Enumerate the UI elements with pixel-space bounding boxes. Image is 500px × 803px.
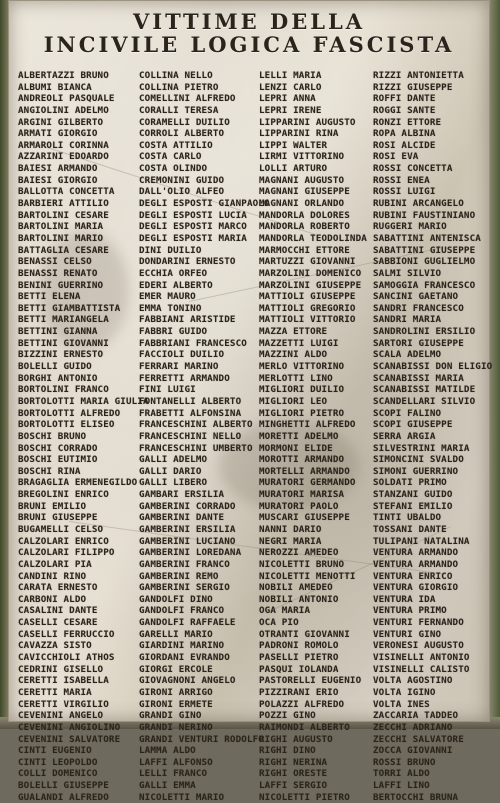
victim-name: CARATA ERNESTO bbox=[18, 582, 98, 594]
marble-plaque bbox=[8, 0, 493, 803]
victim-name: ANGIOLINI ADELMO bbox=[18, 104, 109, 116]
victim-name: ZOCCA GIOVANNI bbox=[373, 745, 453, 757]
victim-name: SANDRI FRANCESCO bbox=[373, 302, 464, 314]
victim-name: SCANABISSI MARIA bbox=[373, 372, 464, 384]
victim-name: GIORDANI EVRANDO bbox=[139, 652, 230, 664]
victim-name: PASQUI IOLANDA bbox=[259, 663, 339, 675]
victim-name: NICOLETTI BRUNO bbox=[259, 558, 345, 570]
victim-name: MAZZA ETTORE bbox=[259, 326, 328, 338]
victim-name: VENTURA IDA bbox=[373, 593, 436, 605]
victim-name: VOLTA AGOSTINO bbox=[373, 675, 453, 687]
victim-name: ROSSI LUIGI bbox=[373, 186, 436, 198]
victim-name: FABBRI GUIDO bbox=[139, 326, 208, 338]
victim-name: NOBILI AMEDEO bbox=[259, 582, 333, 594]
victim-name: CEVENINI ANGELO bbox=[18, 710, 104, 722]
victim-name: CERETTI VIRGILIO bbox=[18, 698, 109, 710]
victim-name: VENTURA PRIMO bbox=[373, 605, 447, 617]
victim-name: ZECCHI ADRIANO bbox=[373, 721, 453, 733]
victim-name: BRUNI GIUSEPPE bbox=[18, 512, 98, 524]
victim-name: BORTOLOTTI ELISEO bbox=[18, 419, 115, 431]
victim-name: BORTOLOTTI MARIA GIULIA bbox=[18, 395, 149, 407]
victim-name: CEVENINI SALVATORE bbox=[18, 733, 121, 745]
victim-name: RIZZI ANTONIETTA bbox=[373, 70, 464, 81]
victim-name: SANCINI GAETANO bbox=[373, 291, 459, 303]
names-column-3 bbox=[259, 70, 383, 803]
victim-name: MATTIOLI GREGORIO bbox=[259, 302, 356, 314]
victim-name: BOSCHI BRUNO bbox=[18, 430, 87, 442]
victim-name: GIOVAGNONI ANGELO bbox=[139, 675, 236, 687]
victim-name: DALL'OLIO ALFEO bbox=[139, 186, 225, 198]
victim-name: CORROLI ALBERTO bbox=[139, 128, 225, 140]
victim-name: BOSCHI CORRADO bbox=[18, 442, 98, 454]
victim-name: RIGHI AUGUSTO bbox=[259, 733, 333, 745]
victim-name: BETTI MARIANGELA bbox=[18, 314, 109, 326]
victim-name: GANDOLFI FRANCO bbox=[139, 605, 225, 617]
victim-name: FRANCESCHINI UMBERTO bbox=[139, 442, 253, 454]
victim-name: FACCIOLI DUILIO bbox=[139, 349, 225, 361]
victim-name: FONTANELLI ALBERTO bbox=[139, 395, 242, 407]
victim-name: SANDRI MARIA bbox=[373, 314, 442, 326]
victim-name: GIRONI ERMETE bbox=[139, 698, 213, 710]
victim-name: BATTAGLIA CESARE bbox=[18, 244, 109, 256]
victim-name: COSTA CARLO bbox=[139, 151, 202, 163]
victim-name: MARTUZZI GIOVANNI bbox=[259, 256, 356, 268]
victim-name: LAFFI LINO bbox=[373, 780, 430, 792]
victim-name: BENINI GUERRINO bbox=[18, 279, 104, 291]
victim-name: COLLINA NELLO bbox=[139, 70, 213, 81]
victim-name: MAGNANI GIUSEPPE bbox=[259, 186, 350, 198]
victim-name: CAVICCHIOLI ATHOS bbox=[18, 652, 115, 664]
victim-name: RIGHI ORESTE bbox=[259, 768, 328, 780]
victim-name: ARGINI GILBERTO bbox=[18, 116, 104, 128]
victim-name: GALLI EMMA bbox=[139, 780, 196, 792]
victim-name: SAMOGGIA FRANCESCO bbox=[373, 279, 476, 291]
victim-name: MANDORLA ROBERTO bbox=[259, 221, 350, 233]
victim-name: MURATORI MARISA bbox=[259, 489, 345, 501]
victim-name: SCANDELLARI SILVIO bbox=[373, 395, 476, 407]
victim-name: GAMBERINI FRANCO bbox=[139, 558, 230, 570]
victim-name: STEFANI EMILIO bbox=[373, 500, 453, 512]
names-column-1 bbox=[18, 70, 149, 803]
victim-name: MATTIOLI GIUSEPPE bbox=[259, 291, 356, 303]
victim-name: SCANABISSI MATILDE bbox=[373, 384, 476, 396]
victim-name: BRAGAGLIA ERMENEGILDO bbox=[18, 477, 138, 489]
victim-name: CORALLI TERESA bbox=[139, 104, 219, 116]
victim-name: CAVAZZA SISTO bbox=[18, 640, 92, 652]
victim-name: LEPRI ANNA bbox=[259, 93, 316, 105]
victim-name: BOSCHI EUTIMIO bbox=[18, 454, 98, 466]
victim-name: BORTOLOTTI ALFREDO bbox=[18, 407, 121, 419]
victim-name: RIGHI NERINA bbox=[259, 756, 328, 768]
victim-name: MORMONI ELIDE bbox=[259, 442, 333, 454]
victim-name: GAMBERINI CORRADO bbox=[139, 500, 236, 512]
victim-name: ARMATI GIORGIO bbox=[18, 128, 98, 140]
victim-name: BARBIERI ATTILIO bbox=[18, 198, 109, 210]
victim-name: GUALANDI ALFREDO bbox=[18, 791, 109, 803]
victim-name: STANZANI GUIDO bbox=[373, 489, 453, 501]
victim-name: DEGLI ESPOSTI GIANPAOLO bbox=[139, 198, 270, 210]
victim-name: ROSSI BRUNO bbox=[373, 756, 436, 768]
victim-name: CINTI LEOPOLDO bbox=[18, 756, 98, 768]
victim-name: DEGLI ESPOSTI MARCO bbox=[139, 221, 247, 233]
victim-name: MAGNANI AUGUSTO bbox=[259, 174, 345, 186]
victim-name: ZECCHI SALVATORE bbox=[373, 733, 464, 745]
victim-name: BETTINI GIANNA bbox=[18, 326, 98, 338]
victim-name: BOLELLI GIUSEPPE bbox=[18, 780, 109, 792]
victim-name: LIPPARINI RINA bbox=[259, 128, 339, 140]
victim-name: SABATTINI ANTENISCA bbox=[373, 232, 481, 244]
victim-name: CEDRINI GISELLO bbox=[18, 663, 104, 675]
victim-name: NICOLETTI MARIO bbox=[139, 791, 225, 803]
victim-name: MAZZETTI LUIGI bbox=[259, 337, 339, 349]
victim-name: PADRONI ROMOLO bbox=[259, 640, 339, 652]
victim-name: DINI DUILIO bbox=[139, 244, 202, 256]
victim-name: CALZOLARI FILIPPO bbox=[18, 547, 115, 559]
victim-name: MURATORI PAOLO bbox=[259, 500, 339, 512]
victim-name: SILVESTRINI MARIA bbox=[373, 442, 470, 454]
victim-name: GAMBERINI LUCIANO bbox=[139, 535, 236, 547]
victim-name: BOSCHI RINA bbox=[18, 465, 81, 477]
victim-name: ANDREOLI PASQUALE bbox=[18, 93, 115, 105]
victim-name: SABBIONI GUGLIELMO bbox=[373, 256, 476, 268]
victim-name: SANDROLINI ERSILIO bbox=[373, 326, 476, 338]
victim-name: ROSI EVA bbox=[373, 151, 419, 163]
victim-name: GAMBERINI ERSILIA bbox=[139, 523, 236, 535]
victim-name: SERRA ARGIA bbox=[373, 430, 436, 442]
victim-name: BENASSI RENATO bbox=[18, 267, 98, 279]
victim-name: SOLDATI PRIMO bbox=[373, 477, 447, 489]
victim-name: MIGLIORI LEO bbox=[259, 395, 328, 407]
victim-name: RIZZI GIUSEPPE bbox=[373, 81, 453, 93]
victim-name: BIZZINI ERNESTO bbox=[18, 349, 104, 361]
victim-name: FRANCESCHINI ALBERTO bbox=[139, 419, 253, 431]
victim-name: GALLI ADELMO bbox=[139, 454, 208, 466]
names-column-4 bbox=[373, 70, 497, 803]
victim-name: CREMONINI GUIDO bbox=[139, 174, 225, 186]
victim-name: CASELLI CESARE bbox=[18, 617, 98, 629]
victim-name: GRANDI GINO bbox=[139, 710, 202, 722]
victim-name: LAFFI SERGIO bbox=[259, 780, 328, 792]
victim-name: MIGLIORI PIETRO bbox=[259, 407, 345, 419]
victim-name: MERLOTTI LINO bbox=[259, 372, 333, 384]
victim-name: MINGHETTI ALFREDO bbox=[259, 419, 356, 431]
victim-name: BALLOTTA CONCETTA bbox=[18, 186, 115, 198]
victim-name: BRUNI EMILIO bbox=[18, 500, 87, 512]
victim-name: TORRI ALDO bbox=[373, 768, 430, 780]
victim-name: BERTOCCHI BRUNA bbox=[373, 791, 459, 803]
victim-name: COLLINA PIETRO bbox=[139, 81, 219, 93]
victim-name: FINI LUIGI bbox=[139, 384, 196, 396]
victim-name: MANDORLA DOLORES bbox=[259, 209, 350, 221]
victim-name: CANDINI RINO bbox=[18, 570, 87, 582]
victim-name: GALLI DARIO bbox=[139, 465, 202, 477]
victim-name: ALBUMI BIANCA bbox=[18, 81, 92, 93]
victim-name: BUGAMELLI CELSO bbox=[18, 523, 104, 535]
victim-name: CALZOLARI PIA bbox=[18, 558, 92, 570]
victim-name: MURATORI GERMANDO bbox=[259, 477, 356, 489]
victim-name: VENTURA ARMANDO bbox=[373, 547, 459, 559]
victim-name: NEGRI MARIA bbox=[259, 535, 322, 547]
victim-name: SCANABISSI DON ELIGIO bbox=[373, 361, 493, 373]
victim-name: ROSSI ENEA bbox=[373, 174, 430, 186]
victim-name: RONZI ETTORE bbox=[373, 116, 442, 128]
victim-name: CERETTI MARIA bbox=[18, 686, 92, 698]
victim-name: GAMBERINI LOREDANA bbox=[139, 547, 242, 559]
victim-name: RUGGERI MARIO bbox=[373, 221, 447, 233]
victim-name: COLLI DOMENICO bbox=[18, 768, 98, 780]
victim-name: FRABETTI ALFONSINA bbox=[139, 407, 242, 419]
victim-name: SCOPI GIUSEPPE bbox=[373, 419, 453, 431]
victim-name: MUSCARI GIUSEPPE bbox=[259, 512, 350, 524]
victim-name: ARMAROLI CORINNA bbox=[18, 139, 109, 151]
victim-name: BARTOLINI MARIO bbox=[18, 232, 104, 244]
victim-name: OCA PIO bbox=[259, 617, 299, 629]
victim-name: GRANDI VENTURI RODOLFO bbox=[139, 733, 264, 745]
victim-name: BETTI GIAMBATTISTA bbox=[18, 302, 121, 314]
victim-name: SALMI SILVIO bbox=[373, 267, 442, 279]
victim-name: POZZI GINO bbox=[259, 710, 316, 722]
victim-name: MORTELLI ARMANDO bbox=[259, 465, 350, 477]
victim-name: CEVENINI ANGIOLINO bbox=[18, 721, 121, 733]
victim-name: MOROTTI ARMANDO bbox=[259, 454, 345, 466]
victim-name: GIORGI ERCOLE bbox=[139, 663, 213, 675]
victim-name: LIPPARINI AUGUSTO bbox=[259, 116, 356, 128]
victim-name: COSTA OLINDO bbox=[139, 163, 208, 175]
victim-name: LELLI FRANCO bbox=[139, 768, 208, 780]
victim-name: MIGLIORI DUILIO bbox=[259, 384, 345, 396]
victim-name: LOLLI ARTURO bbox=[259, 163, 328, 175]
victim-name: OTRANTI GIOVANNI bbox=[259, 628, 350, 640]
victim-name: NANNI DARIO bbox=[259, 523, 322, 535]
victim-name: BORTOLINI FRANCO bbox=[18, 384, 109, 396]
victim-name: VOLTA IGINO bbox=[373, 686, 436, 698]
victim-name: MANDORLA TEODOLINDA bbox=[259, 232, 367, 244]
names-column-2 bbox=[139, 70, 270, 803]
victim-name: NICOLETTI PIETRO bbox=[259, 791, 350, 803]
victim-name: BARTOLINI CESARE bbox=[18, 209, 109, 221]
victim-name: GAMBERINI REMO bbox=[139, 570, 219, 582]
victim-name: GANDOLFI RAFFAELE bbox=[139, 617, 236, 629]
victim-name: SIMONI GUERRINO bbox=[373, 465, 459, 477]
victim-name: CERETTI ISABELLA bbox=[18, 675, 109, 687]
victim-name: LEPRI IRENE bbox=[259, 104, 322, 116]
victim-name: BOLELLI GUIDO bbox=[18, 361, 92, 373]
victim-name: BARTOLINI MARIA bbox=[18, 221, 104, 233]
victim-name: LENZI CARLO bbox=[259, 81, 322, 93]
victim-name: EMMA TONINO bbox=[139, 302, 202, 314]
victim-name: MATTIOLI VITTORIO bbox=[259, 314, 356, 326]
victim-name: EMER MAURO bbox=[139, 291, 196, 303]
victim-name: COSTA ATTILIO bbox=[139, 139, 213, 151]
victim-name: BAIESI GIORGIO bbox=[18, 174, 98, 186]
victim-name: BORGHI ANTONIO bbox=[18, 372, 98, 384]
victim-name: DEGLI ESPOSTI LUCIA bbox=[139, 209, 247, 221]
victim-name: DONDARINI ERNESTO bbox=[139, 256, 236, 268]
victim-name: GRANDI NERINO bbox=[139, 721, 213, 733]
victim-name: MAZZINI ALDO bbox=[259, 349, 328, 361]
victim-name: VERONESI AUGUSTO bbox=[373, 640, 464, 652]
victim-name: RUBINI FAUSTINIANO bbox=[373, 209, 476, 221]
plaque-title-line1: VITTIME DELLA bbox=[132, 9, 366, 34]
victim-name: DEGLI ESPOSTI MARIA bbox=[139, 232, 247, 244]
victim-name: SCALA ADELMO bbox=[373, 349, 442, 361]
victim-name: BETTINI GIOVANNI bbox=[18, 337, 109, 349]
victim-name: TULIPANI NATALINA bbox=[373, 535, 470, 547]
victim-name: PASTORELLI EUGENIO bbox=[259, 675, 362, 687]
victim-name: TINTI UBALDO bbox=[373, 512, 442, 524]
victim-name: BETTI ELENA bbox=[18, 291, 81, 303]
victim-name: OGA MARIA bbox=[259, 605, 311, 617]
victim-name: RAIMONDI ALBERTO bbox=[259, 721, 350, 733]
victim-name: LELLI MARIA bbox=[259, 70, 322, 81]
victim-name: ROPA ALBINA bbox=[373, 128, 436, 140]
victim-name: GIARDINI MARINO bbox=[139, 640, 225, 652]
plaque-title-line2: INCIVILE LOGICA FASCISTA bbox=[43, 32, 455, 57]
victim-name: GARELLI MARIO bbox=[139, 628, 213, 640]
victim-name: COMELLINI ALFREDO bbox=[139, 93, 236, 105]
victim-name: FERRARI MARINO bbox=[139, 361, 219, 373]
victim-name: ROFFI DANTE bbox=[373, 93, 436, 105]
victim-name: ROGGI SANTE bbox=[373, 104, 436, 116]
victim-name: GAMBARI ERSILIA bbox=[139, 489, 225, 501]
victim-name: BENASSI CELSO bbox=[18, 256, 92, 268]
victim-name: TOSSANI DANTE bbox=[373, 523, 447, 535]
victim-name: VENTURA ENRICO bbox=[373, 570, 453, 582]
victim-name: LIRMI VITTORINO bbox=[259, 151, 345, 163]
victim-name: SARTORI GIUSEPPE bbox=[373, 337, 464, 349]
victim-name: VENTURI GINO bbox=[373, 628, 442, 640]
victim-name: VISINELLI ANTONIO bbox=[373, 652, 470, 664]
victim-name: BAIESI ARMANDO bbox=[18, 163, 98, 175]
victim-name: MORETTI ADELMO bbox=[259, 430, 339, 442]
victim-name: SIMONCINI SVALDO bbox=[373, 454, 464, 466]
victim-name: BREGOLINI ENRICO bbox=[18, 489, 109, 501]
victim-name: VOLTA INES bbox=[373, 698, 430, 710]
victim-name: GAMBERINI SERGIO bbox=[139, 582, 230, 594]
victim-name: AZZARINI EDOARDO bbox=[18, 151, 109, 163]
victim-name: NICOLETTI MENOTTI bbox=[259, 570, 356, 582]
victim-name: VENTURI FERNANDO bbox=[373, 617, 464, 629]
victim-name: MARZOLINI DOMENICO bbox=[259, 267, 362, 279]
victim-name: LIPPI WALTER bbox=[259, 139, 328, 151]
victim-name: CASELLI FERRUCCIO bbox=[18, 628, 115, 640]
victim-name: FERRETTI ARMANDO bbox=[139, 372, 230, 384]
victim-name: NEROZZI AMEDEO bbox=[259, 547, 339, 559]
victim-name: LAFFI ALFONSO bbox=[139, 756, 213, 768]
victim-name: ALBERTAZZI BRUNO bbox=[18, 70, 109, 81]
victim-name: VENTURA ARMANDO bbox=[373, 558, 459, 570]
victim-name: ZACCARIA TADDEO bbox=[373, 710, 459, 722]
victim-name: RUBINI ARCANGELO bbox=[373, 198, 464, 210]
victim-name: VENTURA GIORGIO bbox=[373, 582, 459, 594]
victim-name: EDERI ALBERTO bbox=[139, 279, 213, 291]
victim-name: MAGNANI ORLANDO bbox=[259, 198, 345, 210]
victim-name: SCOPI FALINO bbox=[373, 407, 442, 419]
victim-name: CASALINI DANTE bbox=[18, 605, 98, 617]
victim-name: RIGHI DINO bbox=[259, 745, 316, 757]
victim-name: CORAMELLI DUILIO bbox=[139, 116, 230, 128]
victim-name: CALZOLARI ENRICO bbox=[18, 535, 109, 547]
victim-name: FRANCESCHINI NELLO bbox=[139, 430, 242, 442]
victim-name: POLAZZI ALFREDO bbox=[259, 698, 345, 710]
victim-name: LAMMA ALDO bbox=[139, 745, 196, 757]
victim-name: FABBRIANI FRANCESCO bbox=[139, 337, 247, 349]
victim-name: ROSSI CONCETTA bbox=[373, 163, 453, 175]
victim-name: GALLI LIBERO bbox=[139, 477, 208, 489]
victim-name: GIRONI ARRIGO bbox=[139, 686, 213, 698]
victim-name: CINTI EUGENIO bbox=[18, 745, 92, 757]
victim-name: GANDOLFI DINO bbox=[139, 593, 213, 605]
victim-name: ROSI ALCIDE bbox=[373, 139, 436, 151]
victim-name: GAMBERINI DANTE bbox=[139, 512, 225, 524]
victim-name: ECCHIA ORFEO bbox=[139, 267, 208, 279]
victim-name: VISINELLI CALISTO bbox=[373, 663, 470, 675]
victim-name: MARMOCCHI ETTORE bbox=[259, 244, 350, 256]
victim-name: FABBIANI ARISTIDE bbox=[139, 314, 236, 326]
victim-name: MERLO VITTORINO bbox=[259, 361, 345, 373]
victim-name: MARZOLINI GIUSEPPE bbox=[259, 279, 362, 291]
victim-name: PIZZIRANI ERIO bbox=[259, 686, 339, 698]
victim-name: CARBONI ALDO bbox=[18, 593, 87, 605]
victim-name: NOBILI ANTONIO bbox=[259, 593, 339, 605]
victim-name: SABATTINI GIUSEPPE bbox=[373, 244, 476, 256]
victim-name: PASELLI PIETRO bbox=[259, 652, 339, 664]
